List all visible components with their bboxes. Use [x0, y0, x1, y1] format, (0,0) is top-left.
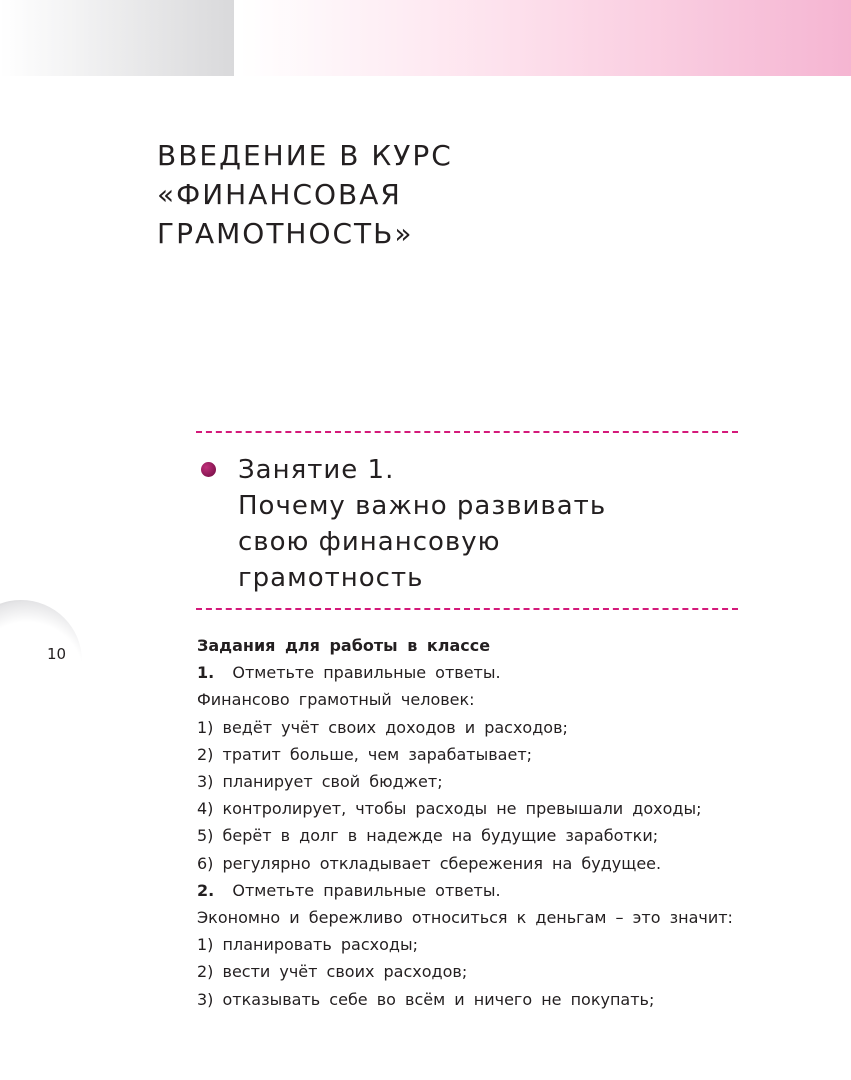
page-number-circle: [0, 600, 82, 722]
divider-bottom: [196, 608, 738, 610]
lesson-label: Занятие 1.: [238, 455, 395, 485]
chapter-title-line: ВВЕДЕНИЕ В КУРС: [157, 139, 453, 172]
task-1-instruction: [197, 659, 733, 686]
task-option[interactable]: 3) отказывать себе во всём и ничего не покупать;: [197, 989, 655, 1009]
bullet-icon: [201, 462, 216, 477]
section-heading: Задания для работы в классе: [197, 636, 491, 655]
task-lead: Финансово грамотный человек:: [197, 690, 475, 710]
task-option[interactable]: 4) контролирует, чтобы расходы не превышали доходы;: [197, 799, 702, 819]
task-number: 2.: [197, 880, 215, 900]
task-2-instruction: [197, 877, 733, 904]
task-option[interactable]: 1) ведёт учёт своих доходов и расходов;: [197, 717, 568, 737]
divider-top: [196, 431, 738, 433]
lesson-title-line: Почему важно развивать: [238, 491, 607, 521]
lesson-title-line: грамотность: [238, 563, 424, 593]
chapter-title-line: «ФИНАНСОВАЯ: [157, 178, 402, 211]
chapter-title: [157, 136, 453, 253]
task-option[interactable]: 3) планирует свой бюджет;: [197, 772, 443, 792]
page-number: 10: [47, 645, 67, 663]
task-number: 1.: [197, 663, 215, 683]
header-band-pink: [240, 0, 851, 76]
task-lead: Экономно и бережливо относиться к деньгам – это значит:: [197, 908, 733, 928]
task-option[interactable]: 2) вести учёт своих расходов;: [197, 962, 468, 982]
task-option[interactable]: 6) регулярно откладывает сбережения на будущее.: [197, 853, 662, 873]
task-option[interactable]: 5) берёт в долг в надежде на будущие заработки;: [197, 826, 659, 846]
task-option[interactable]: 2) тратит больше, чем зарабатывает;: [197, 744, 533, 764]
lesson-title-line: свою финансовую: [238, 527, 501, 557]
task-option[interactable]: 1) планировать расходы;: [197, 935, 418, 955]
header-band-grey: [0, 0, 234, 76]
tasks-section: [197, 632, 733, 1013]
task-instruction: Отметьте правильные ответы.: [232, 880, 501, 900]
task-instruction: Отметьте правильные ответы.: [232, 663, 501, 683]
lesson-heading: [238, 452, 606, 596]
chapter-title-line: ГРАМОТНОСТЬ»: [157, 217, 414, 250]
